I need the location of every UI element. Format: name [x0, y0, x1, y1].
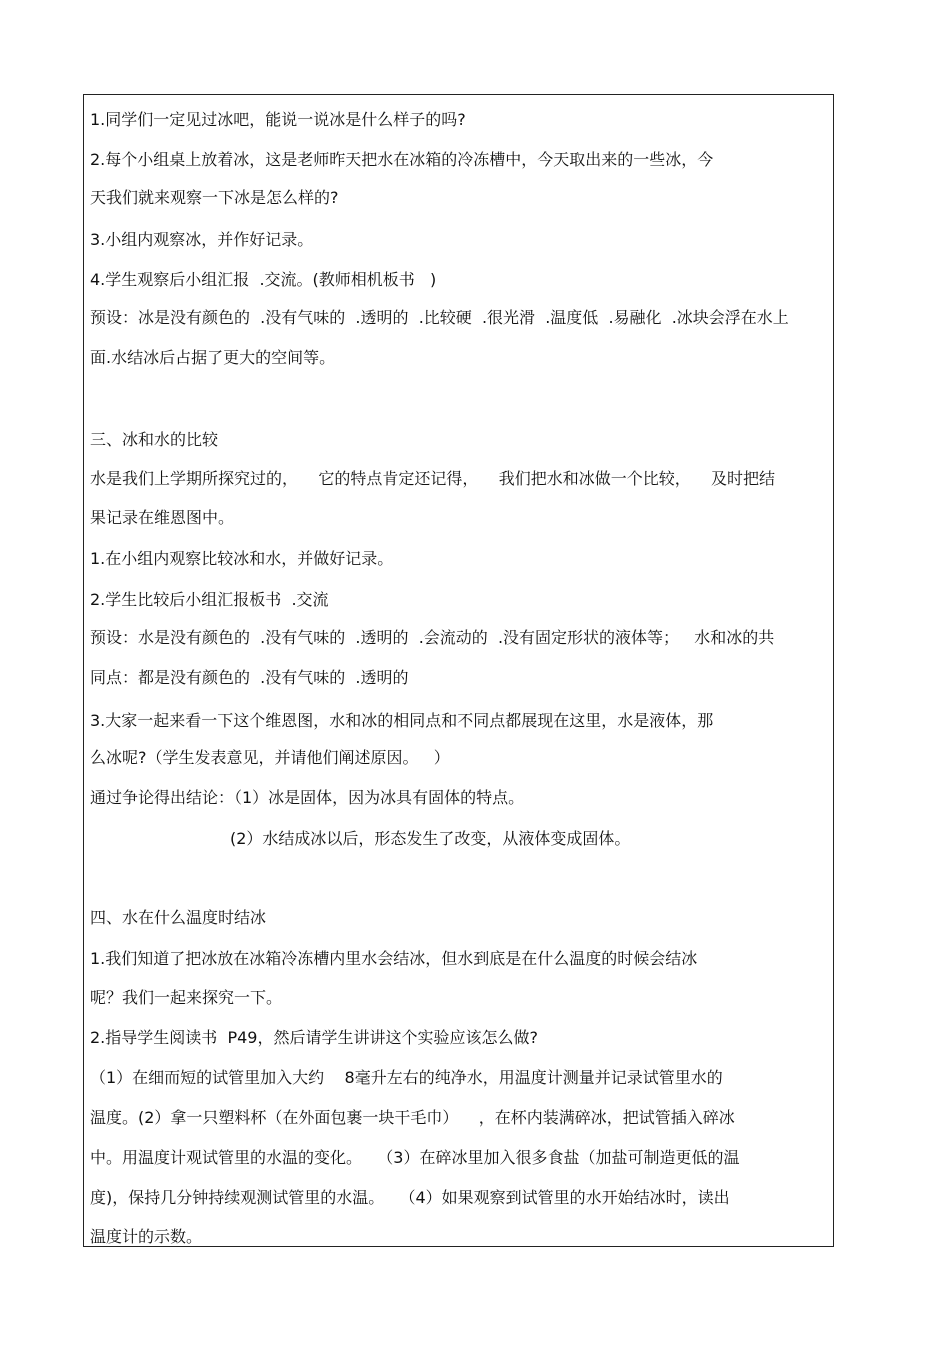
- text-line: 2.学生比较后小组汇报板书 .交流: [90, 590, 329, 609]
- text-line: 预设：水是没有颜色的 .没有气味的 .透明的 .会流动的 .没有固定形状的液体等； 水和冰的共: [90, 628, 775, 647]
- text-line: 温度。(2）拿一只塑料杯（在外面包裹一块干毛巾） ，在杯内装满碎冰，把试管插入碎冰: [90, 1108, 735, 1127]
- text-line: 果记录在维恩图中。: [90, 508, 235, 527]
- text-line: 通过争论得出结论：（1）冰是固体，因为冰具有固体的特点。: [90, 788, 525, 807]
- text-line: 3.小组内观察冰，并作好记录。: [90, 230, 314, 249]
- text-line: 天我们就来观察一下冰是怎么样的?: [90, 188, 339, 207]
- section-heading: 三、冰和水的比较: [90, 430, 219, 449]
- text-line: 温度计的示数。: [90, 1227, 203, 1246]
- text-line: 4.学生观察后小组汇报 .交流。(教师相机板书 ): [90, 270, 437, 289]
- text-line: 2.每个小组桌上放着冰，这是老师昨天把水在冰箱的冷冻槽中，今天取出来的一些冰，今: [90, 150, 714, 169]
- text-line: 面.水结冰后占据了更大的空间等。: [90, 348, 336, 367]
- text-line: 1.我们知道了把冰放在冰箱冷冻槽内里水会结冰，但水到底是在什么温度的时候会结冰: [90, 949, 698, 968]
- text-line: （1）在细而短的试管里加入大约 8毫升左右的纯净水，用温度计测量并记录试管里水的: [90, 1068, 723, 1087]
- text-line: 2.指导学生阅读书 P49，然后请学生讲讲这个实验应该怎么做?: [90, 1028, 538, 1047]
- text-line: 1.在小组内观察比较冰和水，并做好记录。: [90, 549, 394, 568]
- section-heading: 四、水在什么温度时结冰: [90, 908, 267, 927]
- text-line: 1.同学们一定见过冰吧，能说一说冰是什么样子的吗?: [90, 110, 466, 129]
- text-line: 中。用温度计观试管里的水温的变化。 （3）在碎冰里加入很多食盐（加盐可制造更低的温: [90, 1148, 740, 1167]
- text-line: 3.大家一起来看一下这个维恩图，水和冰的相同点和不同点都展现在这里，水是液体，那: [90, 711, 714, 730]
- text-line: 同点：都是没有颜色的 .没有气味的 .透明的: [90, 668, 409, 687]
- text-line: 水是我们上学期所探究过的， 它的特点肯定还记得， 我们把水和冰做一个比较， 及时把结: [90, 469, 776, 488]
- text-line: 么冰呢?（学生发表意见，并请他们阐述原因。 ）: [90, 748, 450, 767]
- text-line: (2）水结成冰以后，形态发生了改变，从液体变成固体。: [230, 829, 631, 848]
- text-line: 度)，保持几分钟持续观测试管里的水温。 （4）如果观察到试管里的水开始结冰时，读出: [90, 1188, 730, 1207]
- text-line: 呢？我们一起来探究一下。: [90, 988, 283, 1007]
- text-line: 预设：冰是没有颜色的 .没有气味的 .透明的 .比较硬 .很光滑 .温度低 .易融化 .冰块会浮在水上: [90, 308, 789, 327]
